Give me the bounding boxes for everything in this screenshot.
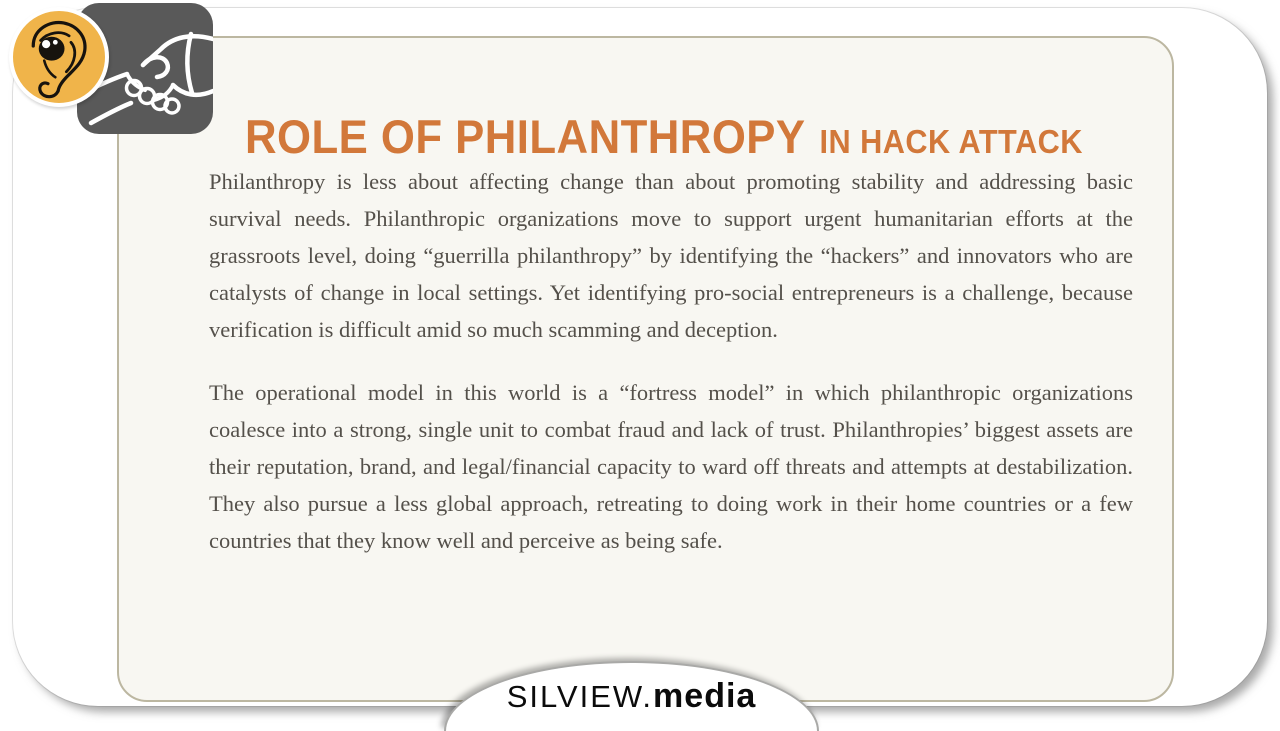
page-title-sub: IN HACK ATTACK bbox=[819, 123, 1083, 161]
page-title-main: ROLE OF PHILANTHROPY bbox=[245, 110, 806, 164]
paragraph-2: The operational model in this world is a “fortress model” in which philanthropic organizations coalesce into a strong, single unit to combat fraud and lack of trust. Philanthropies’ biggest assets are their reputation, brand, and legal/financial capacity to ward off threats and attempts at destabilization. They also pursue a less global approach, retreating to doing work in their home countries or a few countries that they know well and perceive as being safe. bbox=[209, 380, 1133, 553]
paragraph-1: Philanthropy is less about affecting change than about promoting stability and addressing basic survival needs. Philanthropic organizations move to support urgent humanitarian efforts at the grassroots level, doing “guerrilla philanthropy” by identifying the “hackers” and innovators who are catalysts of change in local settings. Yet identifying pro-social entrepreneurs is a challenge, because verification is difficult amid so much scamming and deception. bbox=[209, 169, 1133, 342]
content-panel bbox=[117, 36, 1174, 702]
article-body bbox=[209, 163, 1133, 585]
brand-name-lower: media bbox=[653, 677, 757, 715]
logo-badge bbox=[0, 0, 220, 145]
brand-wordmark bbox=[446, 677, 817, 716]
brand-name-caps: SILVIEW. bbox=[506, 679, 654, 714]
ear-eye-icon bbox=[9, 7, 109, 107]
page-title bbox=[245, 110, 1146, 166]
